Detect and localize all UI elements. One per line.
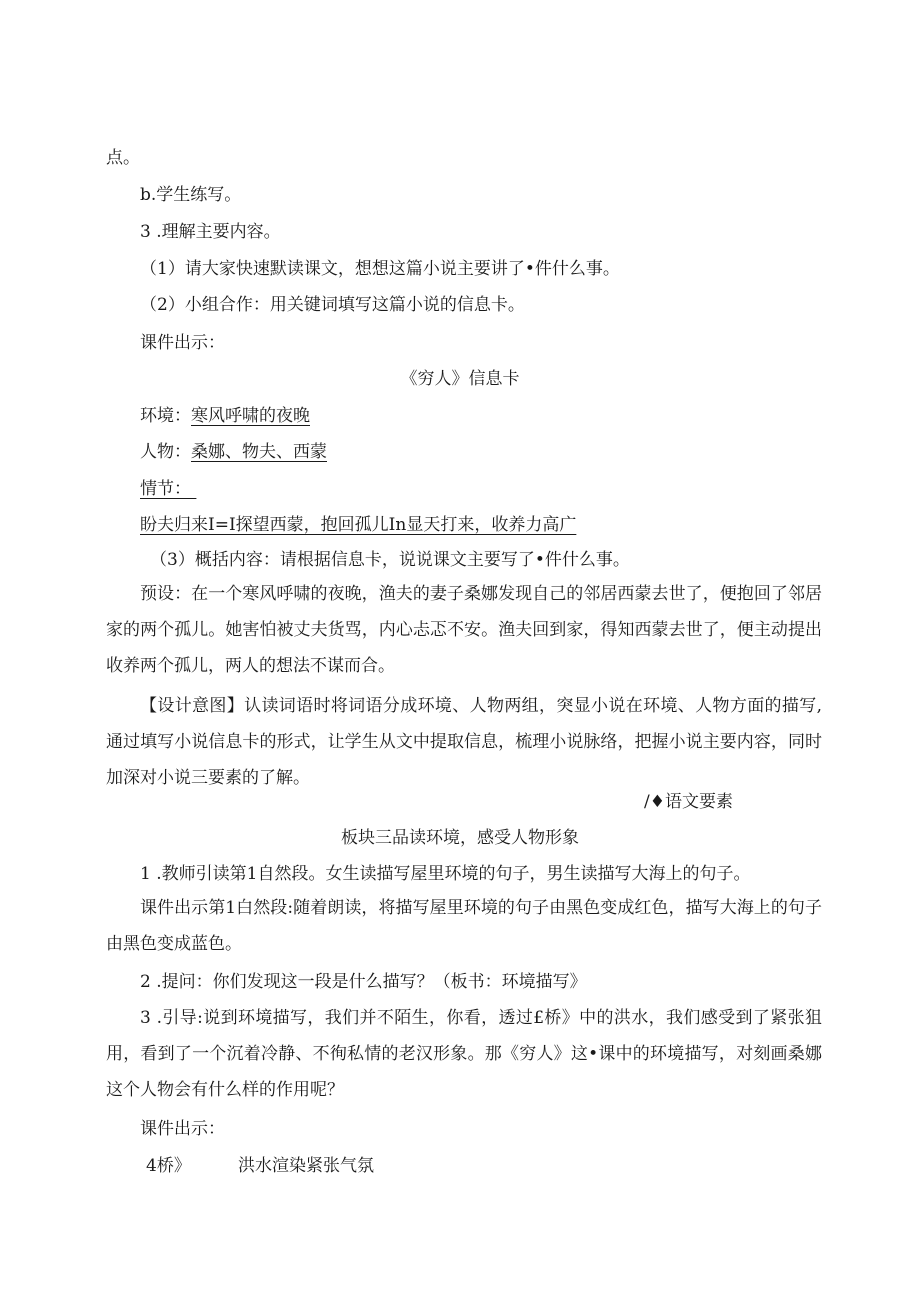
paragraph-step-3: 3 .理解主要内容。 — [140, 222, 281, 242]
section-title: 板块三品读环境，感受人物形象 — [341, 828, 579, 848]
paragraph-courseware-label-2: 课件出示： — [140, 1119, 225, 1139]
plot-label-underline — [191, 477, 199, 501]
paragraph-step-3-guide: 3 .引导:说到环境描写，我们并不陌生，你看，透过£桥》中的洪水，我们感受到了紧张狙用，看到了一个沉着冷静、不徇私情的老汉形象。那《穷人》这•课中的环境描写，对刻画桑娜这个人物会有什么样的作用呢？ — [106, 1008, 822, 1100]
characters-label: 人物： — [140, 442, 191, 462]
environment-label: 环境： — [140, 406, 191, 426]
paragraph-step-1: 1 .教师引读第1自然段。女生读描写屋里环境的句子，男生读描写大海上的句子。 — [140, 864, 751, 884]
paragraph-step-2: 2 .提问：你们发现这一段是什么描写？（板书：环境描写》 — [140, 972, 587, 992]
language-element-note: /♦语文要素 — [644, 792, 733, 812]
info-card-environment — [140, 404, 310, 428]
comparison-table-col2: 洪水渲染紧张气氛 — [238, 1156, 374, 1176]
characters-value: 桑娜、物夫、西蒙 — [191, 442, 327, 462]
paragraph-preset-answer: 预设：在一个寒风呼啸的夜晚，渔夫的妻子桑娜发现自己的邻居西蒙去世了，便抱回了邻居家的两个孤儿。她害怕被丈夫货骂，内心忐忑不安。渔夫回到家，得知西蒙去世了，便主动提出收养两个孤儿，两人的想法不谋而合。 — [106, 584, 822, 676]
paragraph-design-intent: 【设计意图】认读词语时将词语分成环境、人物两组，突显小说在环境、人物方面的描写,通过填写小说信息卡的形式，让学生从文中提取信息，梳理小说脉络，把握小说主要内容，同时加深对小说三要素的了解。 — [106, 696, 822, 788]
paragraph-step-b: b.学生练写。 — [140, 185, 242, 205]
comparison-table-col1: 4桥》 — [146, 1156, 191, 1176]
environment-value: 寒风呼啸的夜晚 — [191, 406, 310, 426]
info-card-title: 《穷人》信息卡 — [400, 369, 520, 389]
info-card-plot-label — [140, 477, 199, 501]
plot-label: 情节： — [140, 479, 191, 499]
paragraph-courseware-paragraph1: 课件出示第1白然段:随着朗读，将描写屋里环境的句子由黑色变成红色，描写大海上的句子由黑色变成蓝色。 — [106, 898, 822, 954]
plot-value: 盼夫归来I=I探望西蒙，抱回孤儿In显天打来，收养力高广 — [140, 515, 577, 535]
paragraph-courseware-label: 课件出示： — [140, 333, 225, 353]
paragraph-fragment: 点。 — [106, 148, 140, 168]
info-card-plot-value — [140, 513, 576, 537]
paragraph-question-2: （2）小组合作：用关键词填写这篇小说的信息卡。 — [140, 295, 525, 315]
paragraph-question-3: （3）概括内容：请根据信息卡，说说课文主要写了•件什么事。 — [150, 550, 630, 570]
info-card-characters — [140, 440, 327, 464]
paragraph-question-1: （1）请大家快速默读课文，想想这篇小说主要讲了•件什么事。 — [140, 259, 620, 279]
